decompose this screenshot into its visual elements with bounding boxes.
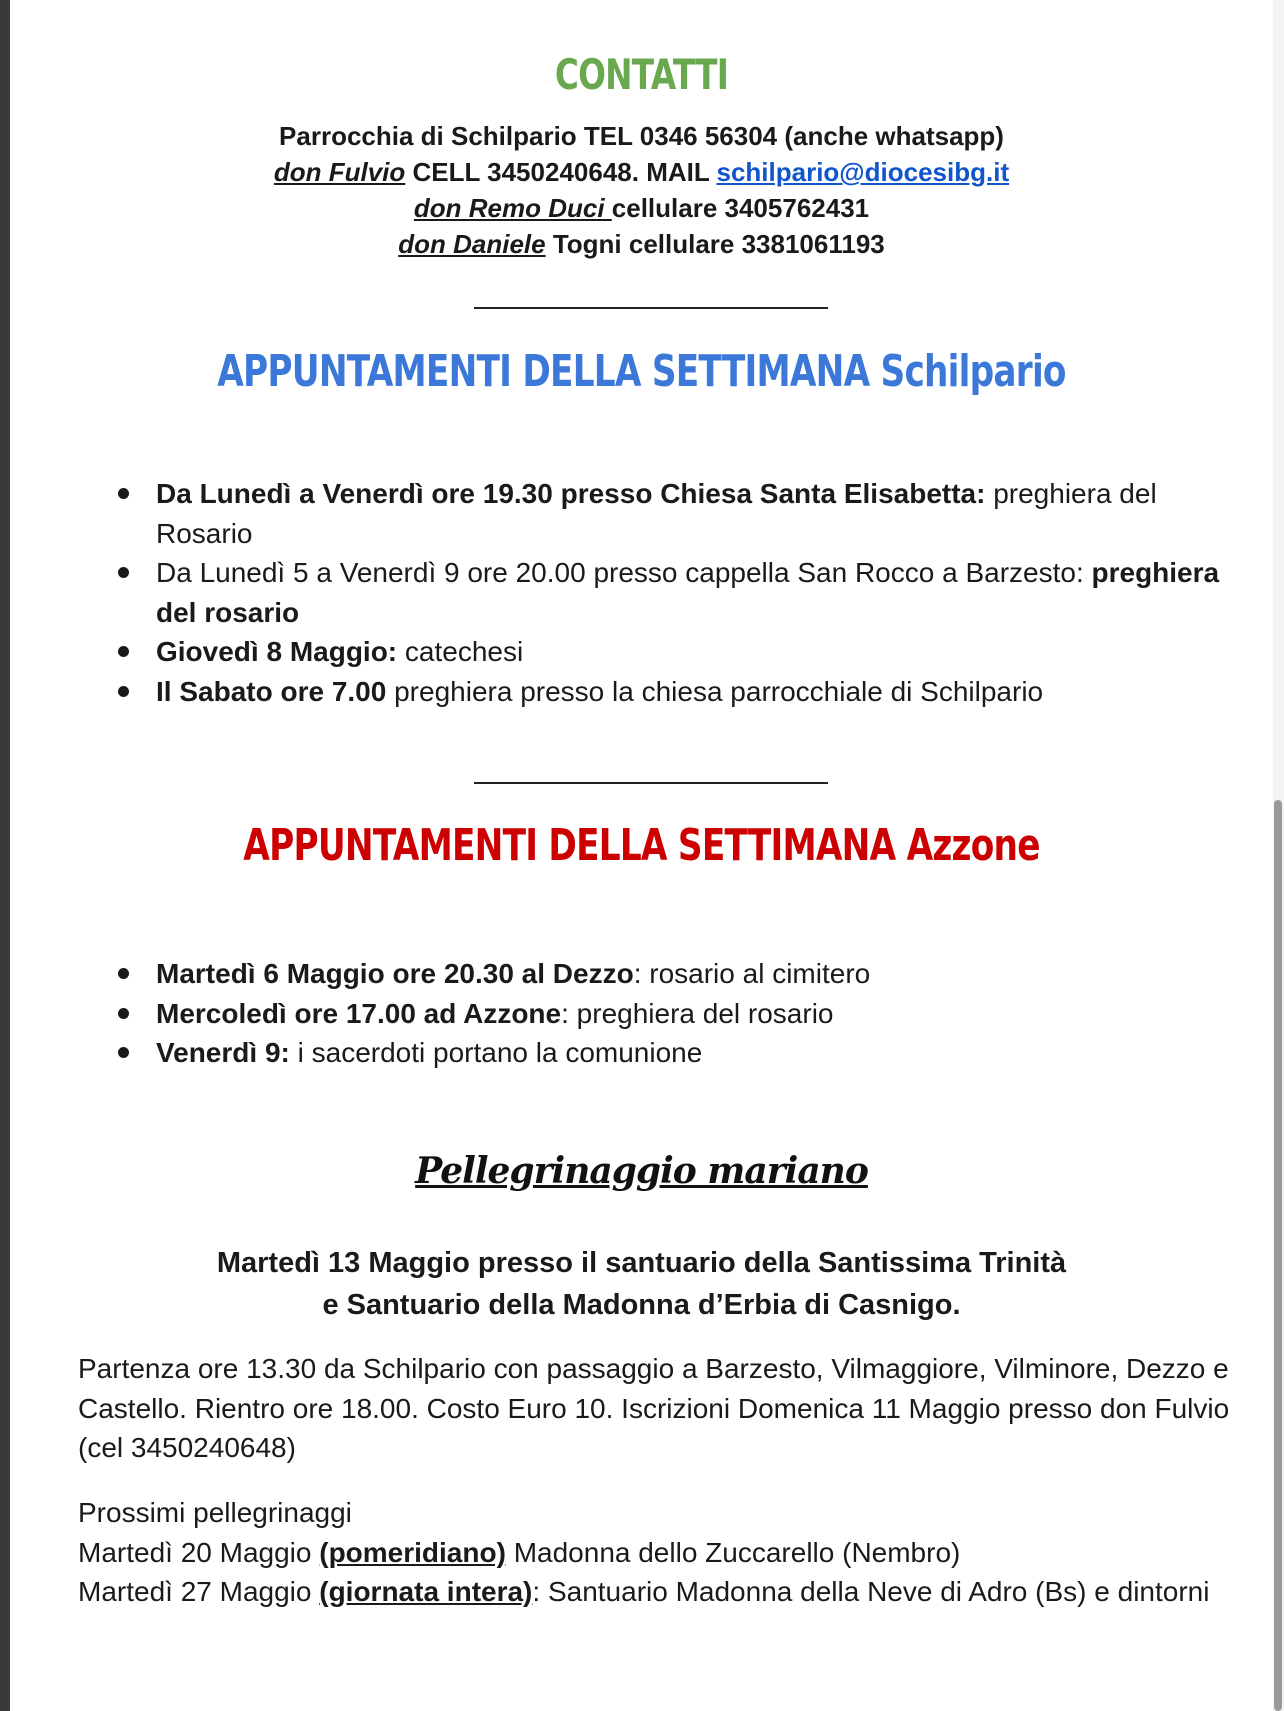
bullet-icon bbox=[118, 954, 130, 993]
item-bold: Martedì 6 Maggio ore 20.30 al Dezzo bbox=[156, 958, 634, 989]
item-text: catechesi bbox=[397, 636, 524, 667]
parish-phone-line: Parrocchia di Schilpario TEL 0346 56304 (anche whatsapp) bbox=[279, 121, 1004, 151]
item-bold: Il Sabato ore 7.00 bbox=[156, 675, 387, 707]
item-bold: Da Lunedì a Venerdì ore 19.30 presso Chiesa Santa Elisabetta: bbox=[156, 478, 986, 509]
item-text: i sacerdoti portano la comunione bbox=[289, 1037, 703, 1068]
scrollbar-thumb[interactable] bbox=[1274, 800, 1282, 1711]
azzone-title: APPUNTAMENTI DELLA SETTIMANA Azzone bbox=[243, 820, 1040, 871]
contacts-block bbox=[10, 118, 1273, 262]
don-daniele-phone: Togni cellulare 3381061193 bbox=[545, 229, 885, 259]
list-item bbox=[118, 553, 1238, 632]
next-text: : Santuario Madonna della Neve di Adro (Bs) e dintorni bbox=[532, 1576, 1210, 1607]
window-left-edge bbox=[0, 0, 10, 1711]
list-item bbox=[118, 1033, 1238, 1073]
list-item bbox=[118, 632, 1238, 672]
divider bbox=[474, 782, 828, 784]
list-item bbox=[118, 474, 1238, 553]
don-fulvio-line bbox=[10, 154, 1273, 190]
pilgrimage-details: Partenza ore 13.30 da Schilpario con passaggio a Barzesto, Vilmaggiore, Vilminore, Dezzo e Castello. Rientro ore 18.00. Costo Euro 10. Iscrizioni Domenica 11 Maggio presso don Fulvio (cel 3450240648) bbox=[78, 1353, 1230, 1463]
don-daniele-line bbox=[10, 226, 1273, 262]
pilgrimage-heading-line1: Martedì 13 Maggio presso il santuario della Santissima Trinità bbox=[216, 1247, 1067, 1279]
schilpario-list bbox=[118, 474, 1238, 711]
don-fulvio-name: don Fulvio bbox=[273, 157, 406, 187]
next-text: Madonna dello Zuccarello (Nembro) bbox=[505, 1536, 961, 1568]
item-bold: Giovedì 8 Maggio: bbox=[156, 636, 398, 667]
next-tag: (pomeridiano) bbox=[319, 1536, 506, 1568]
list-item bbox=[118, 954, 1238, 994]
item-bold: Venerdì 9: bbox=[156, 1037, 290, 1068]
don-remo-phone: cellulare 3405762431 bbox=[611, 193, 870, 223]
list-item bbox=[118, 994, 1238, 1034]
contacts-title: CONTATTI bbox=[554, 50, 729, 99]
schilpario-title: APPUNTAMENTI DELLA SETTIMANA Schilpario bbox=[217, 346, 1066, 397]
don-daniele-name: don Daniele bbox=[398, 229, 546, 259]
next-pilgrimage-1 bbox=[78, 1533, 1238, 1573]
item-text: : rosario al cimitero bbox=[633, 958, 871, 989]
bullet-icon bbox=[118, 553, 130, 592]
pilgrimage-heading bbox=[10, 1242, 1273, 1326]
document-page bbox=[10, 0, 1273, 1711]
don-remo-name: don Remo Duci bbox=[413, 193, 612, 223]
next-date: Martedì 27 Maggio bbox=[78, 1576, 320, 1607]
bullet-icon bbox=[118, 672, 130, 711]
next-tag: (giornata intera) bbox=[319, 1576, 533, 1607]
pilgrimage-heading-line2: e Santuario della Madonna d’Erbia di Casnigo. bbox=[322, 1289, 961, 1321]
item-bold: preghiera del rosario bbox=[156, 557, 1220, 628]
item-text: preghiera del Rosario bbox=[156, 478, 1157, 549]
pilgrimage-title: Pellegrinaggio mariano bbox=[415, 1150, 868, 1192]
email-link[interactable]: schilpario@diocesibg.it bbox=[716, 157, 1010, 187]
bullet-icon bbox=[118, 1033, 130, 1072]
don-remo-line bbox=[10, 190, 1273, 226]
don-fulvio-phone: CELL 3450240648. MAIL bbox=[405, 157, 717, 187]
bullet-icon bbox=[118, 994, 130, 1033]
item-text: : preghiera del rosario bbox=[561, 997, 834, 1029]
next-pilgrimages bbox=[78, 1493, 1238, 1612]
scrollbar-track[interactable] bbox=[1273, 0, 1284, 1711]
azzone-list bbox=[118, 954, 1238, 1073]
divider bbox=[474, 307, 828, 309]
next-pilgrimage-2 bbox=[78, 1572, 1238, 1612]
item-text: Da Lunedì 5 a Venerdì 9 ore 20.00 presso cappella San Rocco a Barzesto: bbox=[156, 557, 1092, 588]
next-date: Martedì 20 Maggio bbox=[78, 1536, 320, 1568]
item-text: preghiera presso la chiesa parrocchiale di Schilpario bbox=[386, 675, 1044, 707]
list-item bbox=[118, 672, 1238, 712]
next-pilgrimages-title: Prossimi pellegrinaggi bbox=[78, 1497, 352, 1528]
bullet-icon bbox=[118, 632, 130, 671]
item-bold: Mercoledì ore 17.00 ad Azzone bbox=[156, 997, 562, 1029]
bullet-icon bbox=[118, 474, 130, 513]
